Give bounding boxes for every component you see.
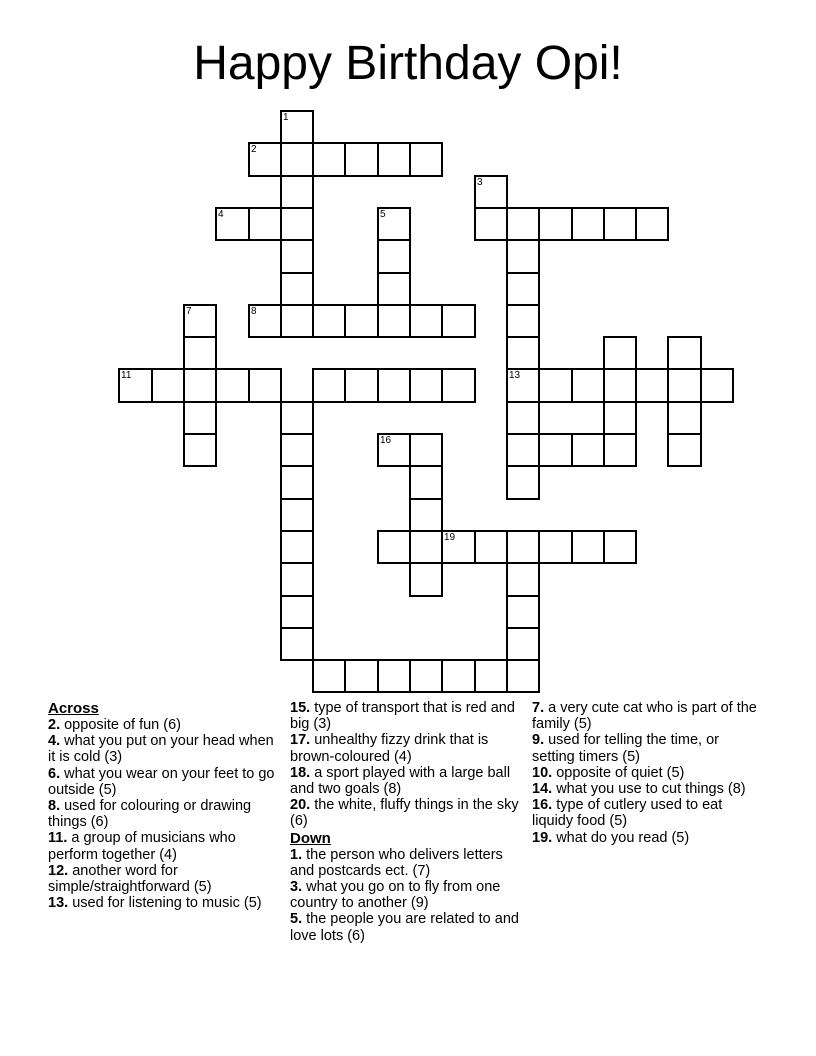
clue-text: type of transport that is red and big (3) [290,700,515,733]
grid-cell[interactable] [603,530,637,564]
clue-text: opposite of fun (6) [60,717,182,733]
clue-number-label: 5. [290,911,303,928]
grid-cell[interactable] [538,433,573,467]
clue-text: a very cute cat who is part of the family (5) [532,700,757,733]
grid-cell[interactable] [603,433,637,467]
grid-cell[interactable] [441,304,476,338]
grid-cell[interactable] [667,368,702,403]
grid-cell[interactable] [474,659,508,693]
grid-cell[interactable] [280,595,314,629]
clue-item [290,700,522,732]
grid-cell[interactable] [377,239,411,274]
down-clue-list-continued [532,700,764,846]
clue-number-label: 4. [48,733,61,750]
clue-text: a group of musicians who perform together (4) [48,830,236,863]
grid-cell[interactable] [280,530,314,564]
clue-number-label: 3. [290,879,303,896]
grid-cell[interactable] [506,239,540,274]
grid-cell[interactable] [474,207,508,241]
grid-cell[interactable] [280,239,314,274]
grid-cell[interactable] [409,368,443,403]
grid-cell[interactable] [280,175,314,209]
clue-number-label: 17. [290,732,311,749]
grid-cell[interactable] [280,304,314,338]
clue-number-label: 18. [290,764,311,781]
clue-text: another word for simple/straightforward (5) [48,862,212,896]
clue-text: used for listening to music (5) [68,895,262,912]
clue-number: 16 [380,435,392,446]
clue-item [48,895,280,911]
grid-cell[interactable] [603,207,637,241]
grid-cell[interactable] [377,207,411,241]
clue-number-label: 16. [532,797,553,814]
grid-cell[interactable] [248,142,282,177]
clue-text: used for colouring or drawing things (6) [48,798,252,831]
clue-text: what you go on to fly from one country to another (9) [290,879,501,912]
grid-cell[interactable] [312,659,346,693]
grid-cell[interactable] [377,433,411,467]
clue-item [48,766,280,798]
clue-text: what you put on your head when it is cold (3) [48,733,274,766]
grid-cell[interactable] [538,530,573,564]
across-clue-list [48,717,280,911]
clue-item [532,781,764,797]
grid-cell[interactable] [280,110,314,144]
clue-number-label: 20. [290,797,311,814]
grid-cell[interactable] [635,368,669,403]
clue-item [290,797,522,829]
grid-cell[interactable] [312,304,346,338]
clue-number-label: 8. [48,798,61,815]
grid-cell[interactable] [603,336,637,370]
clue-item [48,717,280,733]
grid-cell[interactable] [183,433,217,467]
grid-cell[interactable] [506,659,540,693]
clue-number-label: 14. [532,781,553,798]
grid-cell[interactable] [538,368,573,403]
clue-text: a sport played with a large ball and two goals (8) [290,764,511,798]
grid-cell[interactable] [667,401,702,435]
grid-cell[interactable] [118,368,153,403]
grid-cell[interactable] [441,659,476,693]
grid-cell[interactable] [280,272,314,306]
grid-cell[interactable] [344,304,379,338]
clue-number-label: 11. [48,830,68,847]
clue-number: 8 [251,306,257,317]
clue-item [532,700,764,732]
grid-cell[interactable] [635,207,669,241]
grid-cell[interactable] [571,207,605,241]
grid-cell[interactable] [312,142,346,177]
grid-cell[interactable] [280,498,314,532]
grid-cell[interactable] [441,368,476,403]
grid-cell[interactable] [280,627,314,661]
grid-cell[interactable] [603,401,637,435]
grid-cell[interactable] [183,401,217,435]
grid-cell[interactable] [506,595,540,629]
grid-cell[interactable] [441,530,476,564]
grid-cell[interactable] [506,530,540,564]
grid-cell[interactable] [344,142,379,177]
grid-cell[interactable] [538,207,573,241]
clue-number-label: 2. [48,717,61,733]
clues-column-1 [48,700,280,911]
grid-cell[interactable] [409,498,443,532]
grid-cell[interactable] [506,207,540,241]
grid-cell[interactable] [183,368,217,403]
page-title: Happy Birthday Opi! [193,37,623,90]
grid-cell[interactable] [506,627,540,661]
clue-item [290,765,522,797]
grid-cell[interactable] [409,530,443,564]
clues-column-2 [290,700,522,944]
grid-cell[interactable] [151,368,185,403]
grid-cell[interactable] [377,304,411,338]
clue-text: what do you read (5) [552,829,690,846]
grid-cell[interactable] [377,368,411,403]
grid-cell[interactable] [667,336,702,370]
grid-cell[interactable] [506,433,540,467]
grid-cell[interactable] [280,465,314,500]
clue-text: the people you are related to and love lots (6) [290,911,519,944]
down-heading: Down [290,829,331,847]
grid-cell[interactable] [506,272,540,306]
grid-cell[interactable] [700,368,734,403]
clue-item [532,797,764,829]
clue-item [48,798,280,830]
clue-number: 4 [218,209,224,220]
grid-cell[interactable] [248,304,282,338]
grid-cell[interactable] [280,207,314,241]
grid-cell[interactable] [344,659,379,693]
grid-cell[interactable] [377,530,411,564]
grid-cell[interactable] [280,142,314,177]
clue-number-label: 13. [48,895,69,912]
clue-text: used for telling the time, or setting timers (5) [532,732,719,765]
clue-number-label: 7. [532,700,545,716]
clue-item [48,830,280,862]
clue-number-label: 6. [48,765,61,782]
grid-cell[interactable] [280,562,314,597]
grid-cell[interactable] [506,368,540,403]
clue-number: 3 [477,177,483,188]
clue-item [290,732,522,764]
grid-cell[interactable] [474,530,508,564]
clue-item [48,733,280,765]
clue-item [532,732,764,764]
clue-number-label: 9. [532,732,545,749]
grid-cell[interactable] [667,433,702,467]
grid-cell[interactable] [280,401,314,435]
clue-item [290,911,522,943]
grid-cell[interactable] [506,562,540,597]
clue-number-label: 10. [532,764,553,781]
clues-column-3 [532,700,764,846]
across-clue-list-continued [290,700,522,830]
clue-text: what you use to cut things (8) [552,781,746,798]
grid-cell[interactable] [409,562,443,597]
clue-item [290,879,522,911]
clue-text: the person who delivers letters and postcards ect. (7) [290,846,503,879]
grid-cell[interactable] [183,304,217,338]
grid-cell[interactable] [506,465,540,500]
clue-number: 13 [509,370,521,381]
clue-number: 5 [380,209,386,220]
across-heading: Across [48,700,99,717]
grid-cell[interactable] [377,659,411,693]
clue-item [48,863,280,895]
grid-cell[interactable] [603,368,637,403]
clue-number-label: 15. [290,700,311,716]
clue-number-label: 12. [48,862,69,879]
clue-item [532,830,764,846]
grid-cell[interactable] [312,368,346,403]
grid-cell[interactable] [377,272,411,306]
grid-cell[interactable] [377,142,411,177]
grid-cell[interactable] [248,368,282,403]
grid-cell[interactable] [571,530,605,564]
grid-cell[interactable] [183,336,217,370]
clue-number: 19 [444,532,456,543]
grid-cell[interactable] [506,401,540,435]
grid-cell[interactable] [571,368,605,403]
clue-text: type of cutlery used to eat liquidy food (5) [532,797,723,830]
grid-cell[interactable] [280,433,314,467]
grid-cell[interactable] [215,207,250,241]
grid-cell[interactable] [571,433,605,467]
grid-cell[interactable] [215,368,250,403]
grid-cell[interactable] [506,304,540,338]
grid-cell[interactable] [409,465,443,500]
clue-text: opposite of quiet (5) [552,764,685,781]
clue-item [532,765,764,781]
clue-number: 2 [251,144,257,155]
grid-cell[interactable] [344,368,379,403]
grid-cell[interactable] [248,207,282,241]
clue-number: 11 [121,370,132,381]
clue-number-label: 1. [290,846,303,863]
grid-cell[interactable] [506,336,540,370]
grid-cell[interactable] [409,142,443,177]
down-clue-list [290,847,522,944]
clue-item [290,847,522,879]
clue-text: unhealthy fizzy drink that is brown-coloured (4) [290,732,489,765]
clue-text: what you wear on your feet to go outside (5) [48,765,275,798]
grid-cell[interactable] [409,304,443,338]
clue-number: 1 [283,112,289,123]
clue-number-label: 19. [532,829,553,846]
grid-cell[interactable] [474,175,508,209]
grid-cell[interactable] [409,659,443,693]
grid-cell[interactable] [409,433,443,467]
clue-number: 7 [186,306,192,317]
clue-text: the white, fluffy things in the sky (6) [290,797,519,830]
